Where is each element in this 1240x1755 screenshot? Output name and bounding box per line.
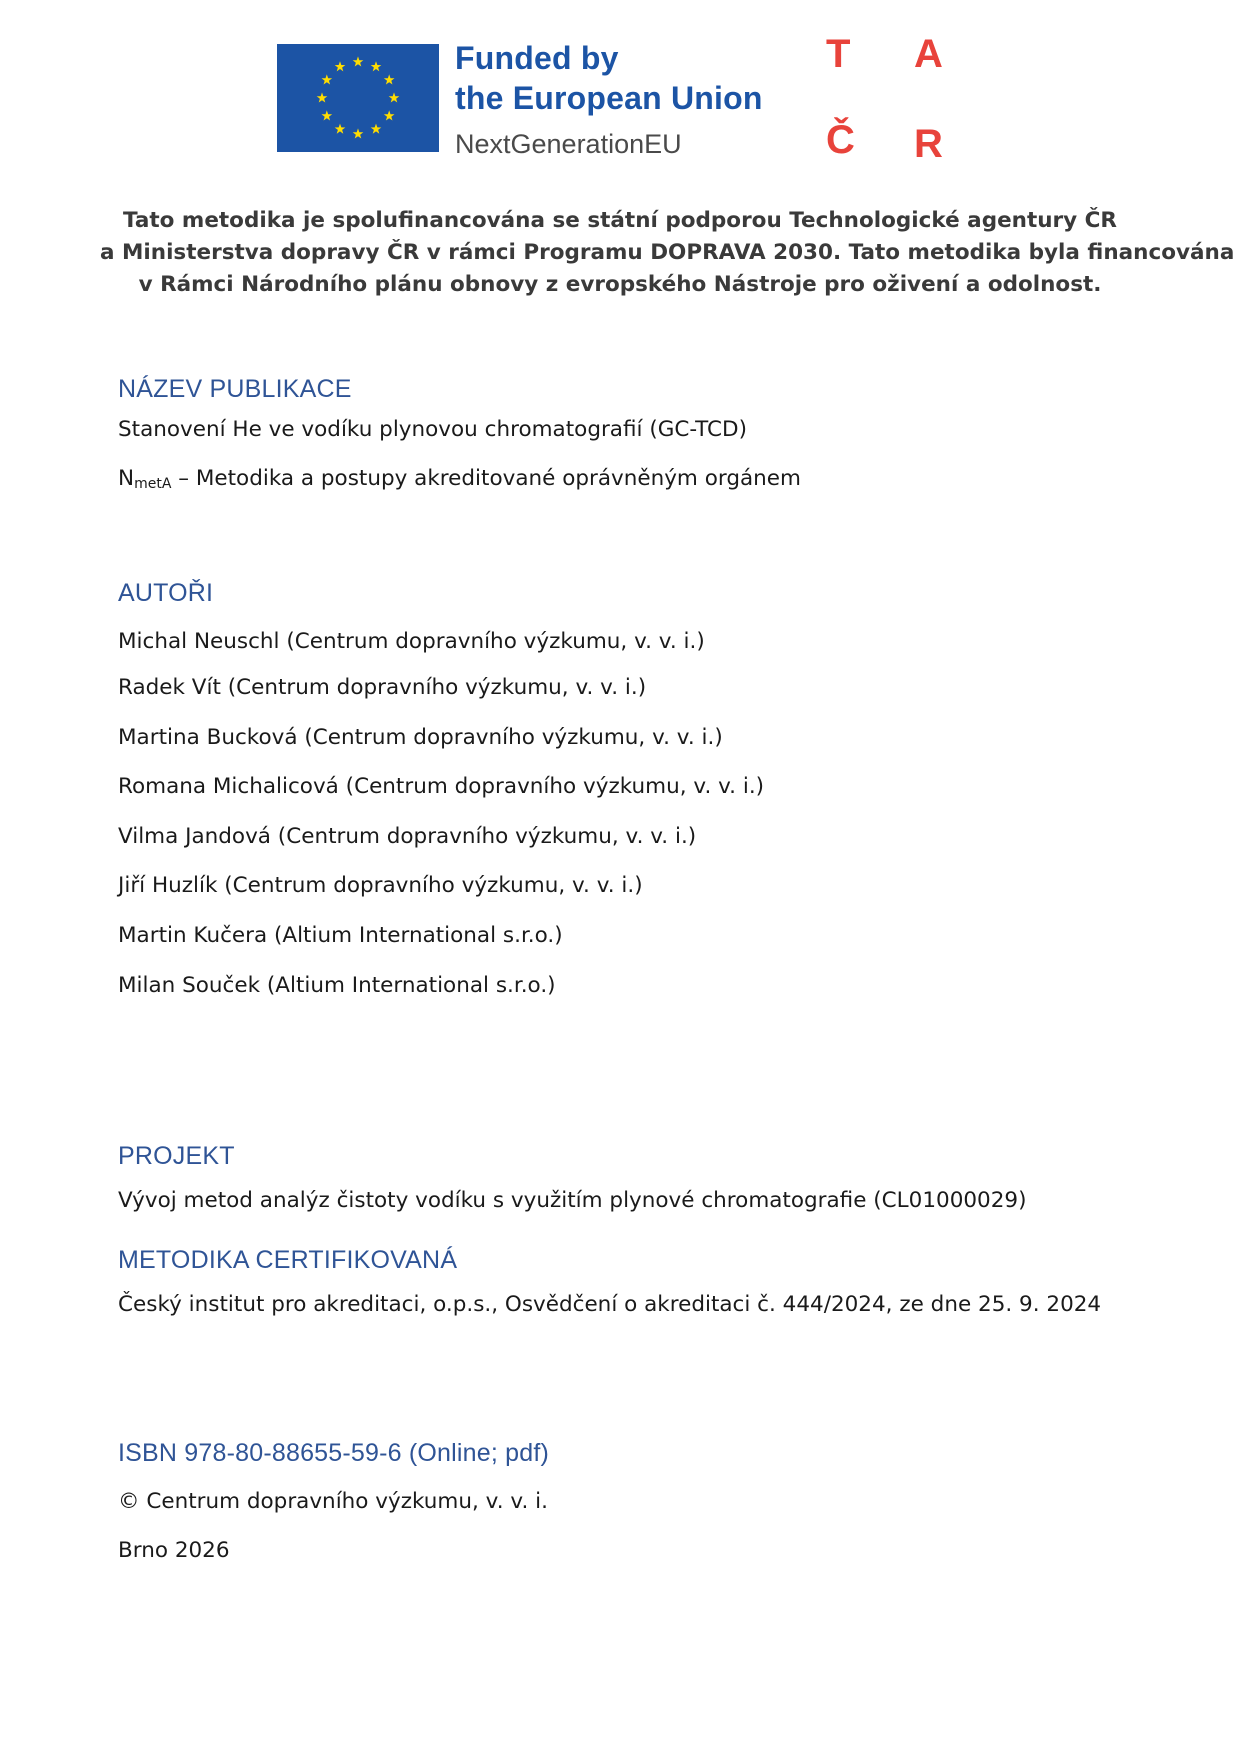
author-item: Michal Neuschl (Centrum dopravního výzkumu, v. v. i.) xyxy=(118,629,705,654)
tacr-letter: R xyxy=(914,122,943,166)
author-item: Vilma Jandová (Centrum dopravního výzkumu, v. v. i.) xyxy=(118,824,697,849)
tacr-letter: A xyxy=(914,32,943,76)
author-item: Milan Souček (Altium International s.r.o.) xyxy=(118,973,556,998)
funded-line-2: the European Union xyxy=(455,80,763,116)
funded-line-3: NextGenerationEU xyxy=(455,129,682,159)
publication-title: Stanovení He ve vodíku plynovou chromatografií (GC-TCD) xyxy=(118,417,748,442)
author-item: Martin Kučera (Altium International s.r.o.) xyxy=(118,923,563,948)
certification-text: Český institut pro akreditaci, o.p.s., Osvědčení o akreditaci č. 444/2024, ze dne 25. 9. 2024 xyxy=(118,1292,1102,1317)
funding-line: a Ministerstva dopravy ČR v rámci Programu DOPRAVA 2030. Tato metodika byla financována xyxy=(100,240,1235,265)
tacr-letter: T xyxy=(826,32,851,76)
author-item: Romana Michalicová (Centrum dopravního výzkumu, v. v. i.) xyxy=(118,774,765,799)
project-section xyxy=(118,1141,1026,1215)
project-text: Vývoj metod analýz čistoty vodíku s využitím plynové chromatografie (CL01000029) xyxy=(118,1188,1027,1213)
place-year-text: Brno 2026 xyxy=(118,1538,230,1563)
isbn-section xyxy=(118,1438,549,1565)
tacr-letter: Č xyxy=(826,118,855,162)
publication-type-main: N xyxy=(118,466,135,491)
publication-type-sub: metA xyxy=(134,476,172,492)
publication-heading: NÁZEV PUBLIKACE xyxy=(118,375,352,403)
funded-line-1: Funded by xyxy=(455,40,619,76)
publication-type-rest: – Metodika a postupy akreditované oprávněným orgánem xyxy=(171,466,801,491)
header-logos xyxy=(0,0,1240,180)
copyright-text: © Centrum dopravního výzkumu, v. v. i. xyxy=(118,1489,548,1514)
funding-note xyxy=(100,205,1235,301)
publication-type xyxy=(118,465,801,498)
isbn-heading: ISBN 978-80-88655-59-6 (Online; pdf) xyxy=(118,1439,550,1467)
author-item: Radek Vít (Centrum dopravního výzkumu, v. v. i.) xyxy=(118,675,647,700)
tacr-logo xyxy=(818,30,958,170)
eu-flag-icon xyxy=(277,44,439,152)
author-item: Jiří Huzlík (Centrum dopravního výzkumu, v. v. i.) xyxy=(118,873,643,898)
publication-section xyxy=(118,374,801,498)
authors-heading: AUTOŘI xyxy=(118,579,214,607)
funding-line: Tato metodika je spolufinancována se státní podporou Technologické agentury ČR xyxy=(122,208,1117,233)
project-heading: PROJEKT xyxy=(118,1142,235,1170)
funding-line: v Rámci Národního plánu obnovy z evropského Nástroje pro oživení a odolnost. xyxy=(138,272,1102,297)
author-item: Martina Bucková (Centrum dopravního výzkumu, v. v. i.) xyxy=(118,725,723,750)
certification-section xyxy=(118,1245,1101,1319)
certification-heading: METODIKA CERTIFIKOVANÁ xyxy=(118,1246,458,1274)
eu-funding-text xyxy=(455,38,763,162)
authors-section xyxy=(118,578,765,998)
